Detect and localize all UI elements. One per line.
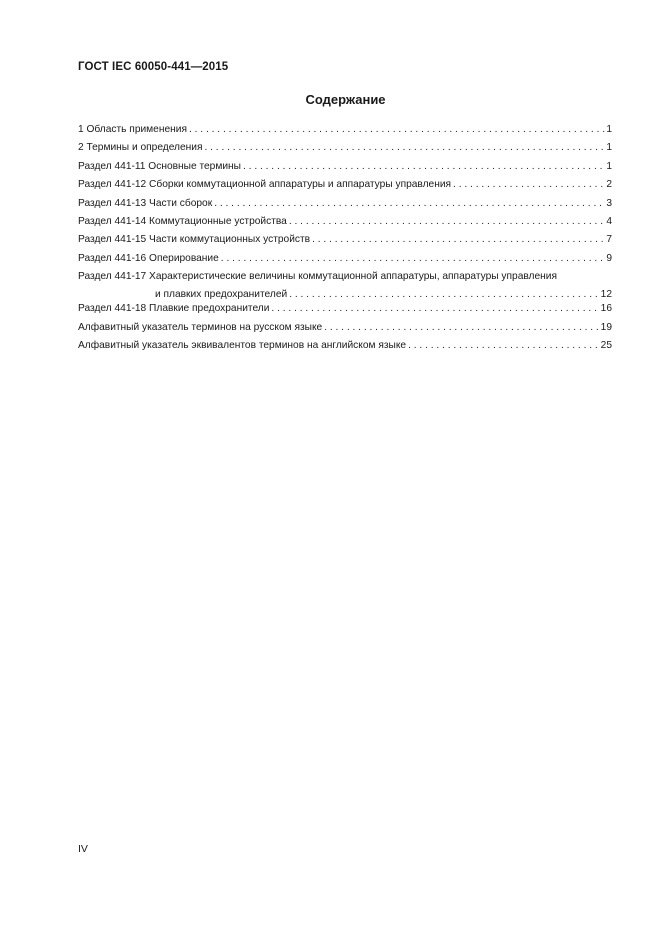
dot-leader <box>289 288 599 301</box>
dot-leader <box>221 252 606 265</box>
toc-entry[interactable] <box>78 123 612 141</box>
dot-leader <box>204 141 605 154</box>
toc-entry-page: 1 <box>606 142 612 154</box>
toc-entry[interactable] <box>78 252 612 270</box>
dot-leader <box>324 321 599 334</box>
toc-entry-title: Раздел 441-12 Сборки коммутационной аппаратуры и аппаратуры управления <box>78 179 452 191</box>
dot-leader <box>312 233 605 246</box>
toc-entry-title: 1 Область применения <box>78 124 187 135</box>
toc-entry[interactable] <box>78 233 612 251</box>
toc-entry-page: 3 <box>606 197 612 209</box>
dot-leader <box>408 339 600 352</box>
toc-entry-page: 4 <box>606 215 612 227</box>
dot-leader <box>243 160 605 173</box>
toc-entry-title: 2 Термины и определения <box>78 142 203 154</box>
toc-entry[interactable] <box>78 302 612 320</box>
toc-entry-page: 12 <box>600 289 612 301</box>
toc-entry-page: 7 <box>606 234 612 246</box>
toc-entry-page: 2 <box>606 179 612 191</box>
toc-entry-page: 25 <box>600 339 612 351</box>
toc-entry-title: Алфавитный указатель эквивалентов терминов на английском языке <box>78 339 407 351</box>
toc-entry-title: Раздел 441-11 Основные термины <box>78 160 241 172</box>
toc-entry-title: Алфавитный указатель терминов на русском языке <box>78 321 323 333</box>
toc-entry[interactable] <box>78 339 612 357</box>
toc-entry-title: Раздел 441-17 Характеристические величины коммутационной аппаратуры, аппаратуры управления <box>78 271 557 283</box>
toc-entry[interactable] <box>78 141 612 159</box>
toc-title: Содержание <box>305 92 386 107</box>
page-number: IV <box>78 843 88 855</box>
toc-entry-page: 1 <box>606 124 612 135</box>
toc-entry[interactable] <box>78 197 612 215</box>
toc-entry-title: Раздел 441-14 Коммутационные устройства <box>78 215 287 227</box>
dot-leader <box>453 178 605 191</box>
dot-leader <box>214 197 605 210</box>
toc-entry-page: 19 <box>600 321 612 333</box>
dot-leader <box>271 302 599 315</box>
toc-entry-title: Раздел 441-16 Оперирование <box>78 252 219 264</box>
toc-entry-page: 9 <box>606 252 612 264</box>
dot-leader <box>189 123 605 136</box>
toc-entry[interactable] <box>78 321 612 339</box>
toc-entry-title: Раздел 441-18 Плавкие предохранители <box>78 303 270 315</box>
toc-entry[interactable] <box>78 178 612 196</box>
toc-entry[interactable] <box>78 160 612 178</box>
toc-entry[interactable] <box>78 270 612 302</box>
dot-leader <box>289 215 605 228</box>
toc-entry-page: 16 <box>600 303 612 315</box>
document-code: ГОСТ IEC 60050-441—2015 <box>78 61 229 73</box>
toc-entry[interactable] <box>78 215 612 233</box>
toc-entry-title-continuation: и плавких предохранителей <box>155 289 288 301</box>
toc-entry-page: 1 <box>606 160 612 172</box>
table-of-contents <box>78 123 612 357</box>
toc-entry-title: Раздел 441-13 Части сборок <box>78 197 213 209</box>
toc-entry-title: Раздел 441-15 Части коммутационных устройств <box>78 234 311 246</box>
